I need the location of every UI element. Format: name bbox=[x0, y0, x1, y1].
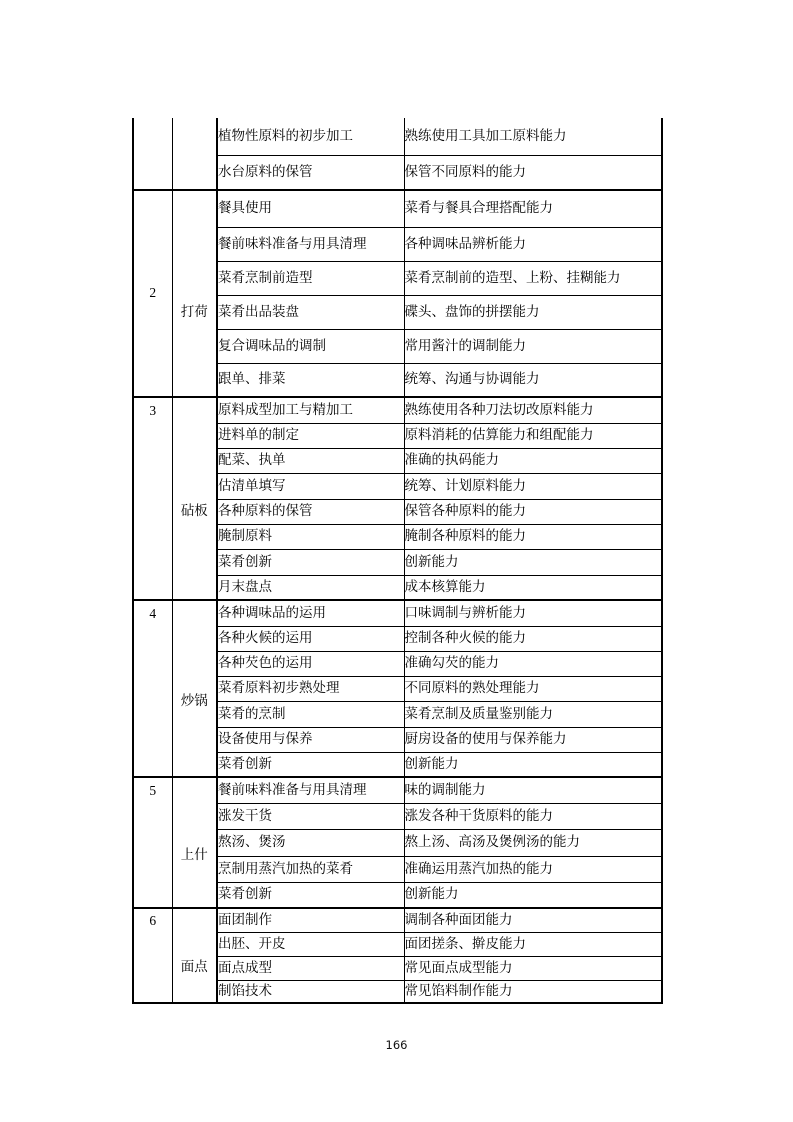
position-name-cell: 上什 bbox=[172, 777, 217, 908]
ability-cell: 成本核算能力 bbox=[404, 575, 662, 600]
table-row bbox=[133, 118, 662, 155]
page-number: 166 bbox=[385, 1038, 408, 1052]
table-row bbox=[133, 777, 662, 803]
section-number-cell: 6 bbox=[133, 908, 172, 1003]
ability-cell: 保管各种原料的能力 bbox=[404, 499, 662, 524]
ability-cell: 常见面点成型能力 bbox=[404, 956, 662, 980]
ability-cell: 调制各种面团能力 bbox=[404, 908, 662, 932]
position-name-cell: 打荷 bbox=[172, 190, 217, 397]
ability-cell: 熬上汤、高汤及煲例汤的能力 bbox=[404, 829, 662, 856]
section-number-cell: 2 bbox=[133, 190, 172, 397]
task-cell: 设备使用与保养 bbox=[217, 727, 404, 752]
ability-cell: 厨房设备的使用与保养能力 bbox=[404, 727, 662, 752]
task-cell: 菜肴的烹制 bbox=[217, 701, 404, 727]
section-number-cell: 3 bbox=[133, 397, 172, 600]
ability-cell: 创新能力 bbox=[404, 752, 662, 777]
ability-cell: 熟练使用各种刀法切改原料能力 bbox=[404, 397, 662, 423]
table-row bbox=[133, 397, 662, 423]
ability-cell: 常见馅料制作能力 bbox=[404, 980, 662, 1003]
table-row bbox=[133, 908, 662, 932]
task-cell: 植物性原料的初步加工 bbox=[217, 118, 404, 155]
task-cell: 出胚、开皮 bbox=[217, 932, 404, 956]
task-cell: 餐前味料准备与用具清理 bbox=[217, 227, 404, 261]
task-cell: 各种调味品的运用 bbox=[217, 600, 404, 626]
task-cell: 跟单、排菜 bbox=[217, 363, 404, 397]
task-cell: 菜肴出品装盘 bbox=[217, 295, 404, 329]
ability-cell: 口味调制与辨析能力 bbox=[404, 600, 662, 626]
task-cell: 估清单填写 bbox=[217, 473, 404, 499]
task-cell: 菜肴原料初步熟处理 bbox=[217, 676, 404, 701]
table-row bbox=[133, 190, 662, 227]
task-cell: 各种芡色的运用 bbox=[217, 651, 404, 676]
task-cell: 腌制原料 bbox=[217, 524, 404, 549]
task-cell: 面点成型 bbox=[217, 956, 404, 980]
section-number-cell: 5 bbox=[133, 777, 172, 908]
task-cell: 涨发干货 bbox=[217, 803, 404, 829]
position-name-cell: 砧板 bbox=[172, 397, 217, 600]
position-name-cell bbox=[172, 118, 217, 190]
ability-cell: 腌制各种原料的能力 bbox=[404, 524, 662, 549]
ability-cell: 面团搓条、擀皮能力 bbox=[404, 932, 662, 956]
task-cell: 复合调味品的调制 bbox=[217, 329, 404, 363]
ability-cell: 准确运用蒸汽加热的能力 bbox=[404, 856, 662, 882]
ability-cell: 原料消耗的估算能力和组配能力 bbox=[404, 423, 662, 448]
ability-cell: 准确勾芡的能力 bbox=[404, 651, 662, 676]
position-name-cell: 炒锅 bbox=[172, 600, 217, 777]
task-cell: 面团制作 bbox=[217, 908, 404, 932]
ability-cell: 菜肴与餐具合理搭配能力 bbox=[404, 190, 662, 227]
ability-cell: 不同原料的熟处理能力 bbox=[404, 676, 662, 701]
task-cell: 制馅技术 bbox=[217, 980, 404, 1003]
task-cell: 月末盘点 bbox=[217, 575, 404, 600]
task-cell: 餐前味料准备与用具清理 bbox=[217, 777, 404, 803]
task-cell: 餐具使用 bbox=[217, 190, 404, 227]
task-cell: 进料单的制定 bbox=[217, 423, 404, 448]
table-row bbox=[133, 600, 662, 626]
section-number-cell bbox=[133, 118, 172, 190]
ability-cell: 控制各种火候的能力 bbox=[404, 626, 662, 651]
ability-cell: 准确的执码能力 bbox=[404, 448, 662, 473]
ability-cell: 创新能力 bbox=[404, 549, 662, 575]
ability-cell: 涨发各种干货原料的能力 bbox=[404, 803, 662, 829]
ability-cell: 保管不同原料的能力 bbox=[404, 155, 662, 190]
task-cell: 配菜、执单 bbox=[217, 448, 404, 473]
ability-cell: 统筹、计划原料能力 bbox=[404, 473, 662, 499]
task-cell: 各种火候的运用 bbox=[217, 626, 404, 651]
ability-cell: 统筹、沟通与协调能力 bbox=[404, 363, 662, 397]
task-cell: 烹制用蒸汽加热的菜肴 bbox=[217, 856, 404, 882]
ability-cell: 菜肴烹制前的造型、上粉、挂糊能力 bbox=[404, 261, 662, 295]
task-cell: 菜肴创新 bbox=[217, 752, 404, 777]
section-number-cell: 4 bbox=[133, 600, 172, 777]
task-cell: 各种原料的保管 bbox=[217, 499, 404, 524]
ability-cell: 味的调制能力 bbox=[404, 777, 662, 803]
task-cell: 菜肴创新 bbox=[217, 882, 404, 908]
ability-cell: 各种调味品辨析能力 bbox=[404, 227, 662, 261]
task-cell: 菜肴烹制前造型 bbox=[217, 261, 404, 295]
position-name-cell: 面点 bbox=[172, 908, 217, 1003]
task-cell: 熬汤、煲汤 bbox=[217, 829, 404, 856]
ability-cell: 菜肴烹制及质量鉴别能力 bbox=[404, 701, 662, 727]
ability-cell: 常用酱汁的调制能力 bbox=[404, 329, 662, 363]
task-cell: 菜肴创新 bbox=[217, 549, 404, 575]
kitchen-position-skills-table bbox=[132, 118, 663, 1004]
ability-cell: 碟头、盘饰的拼摆能力 bbox=[404, 295, 662, 329]
ability-cell: 熟练使用工具加工原料能力 bbox=[404, 127, 567, 143]
task-cell: 原料成型加工与精加工 bbox=[217, 397, 404, 423]
task-cell: 水台原料的保管 bbox=[217, 155, 404, 190]
ability-cell: 创新能力 bbox=[404, 882, 662, 908]
